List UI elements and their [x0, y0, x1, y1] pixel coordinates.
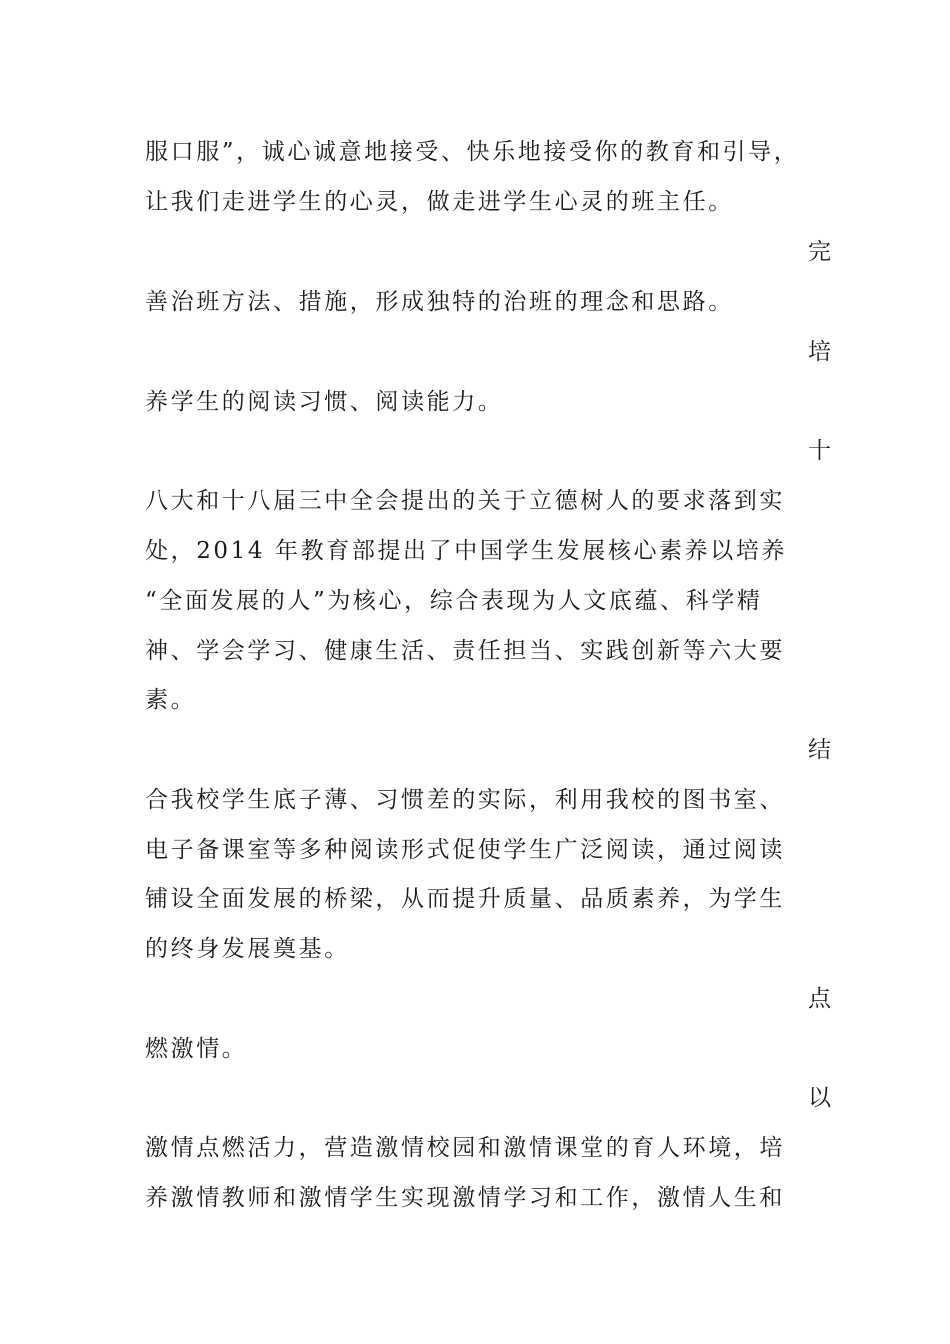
margin-char: 点 — [808, 986, 831, 1012]
margin-char: 结 — [808, 737, 831, 763]
text-line: 燃激情。 — [145, 1036, 248, 1062]
text-line: 让我们走进学生的心灵，做走进学生心灵的班主任。 — [145, 189, 734, 215]
margin-char: 完 — [808, 239, 831, 265]
text-line: 养学生的阅读习惯、阅读能力。 — [145, 389, 504, 415]
text-line: 养激情教师和激情学生实现激情学习和工作，激情人生和 — [145, 1185, 785, 1211]
text-line: 服口服”，诚心诚意地接受、快乐地接受你的教育和引导， — [145, 139, 800, 165]
text-line: 神、学会学习、健康生活、责任担当、实践创新等六大要 — [145, 638, 785, 664]
text-line: 素。 — [145, 687, 197, 713]
text-line: 善治班方法、措施，形成独特的治班的理念和思路。 — [145, 289, 734, 315]
margin-char: 以 — [808, 1085, 831, 1111]
text-line: “全面发展的人”为核心，综合表现为人文底蕴、科学精 — [145, 588, 763, 614]
margin-char: 十 — [808, 438, 831, 464]
text-line: 的终身发展奠基。 — [145, 936, 350, 962]
margin-char: 培 — [808, 339, 831, 365]
text-line: 处，2014 年教育部提出了中国学生发展核心素养以培养 — [145, 538, 788, 564]
text-line: 激情点燃活力，营造激情校园和激情课堂的育人环境，培 — [145, 1135, 785, 1161]
text-line: 合我校学生底子薄、习惯差的实际，利用我校的图书室、 — [145, 787, 785, 813]
text-line: 电子备课室等多种阅读形式促使学生广泛阅读，通过阅读 — [145, 837, 785, 863]
text-line: 铺设全面发展的桥梁，从而提升质量、品质素养，为学生 — [145, 886, 785, 912]
text-line: 八大和十八届三中全会提出的关于立德树人的要求落到实 — [145, 488, 785, 514]
